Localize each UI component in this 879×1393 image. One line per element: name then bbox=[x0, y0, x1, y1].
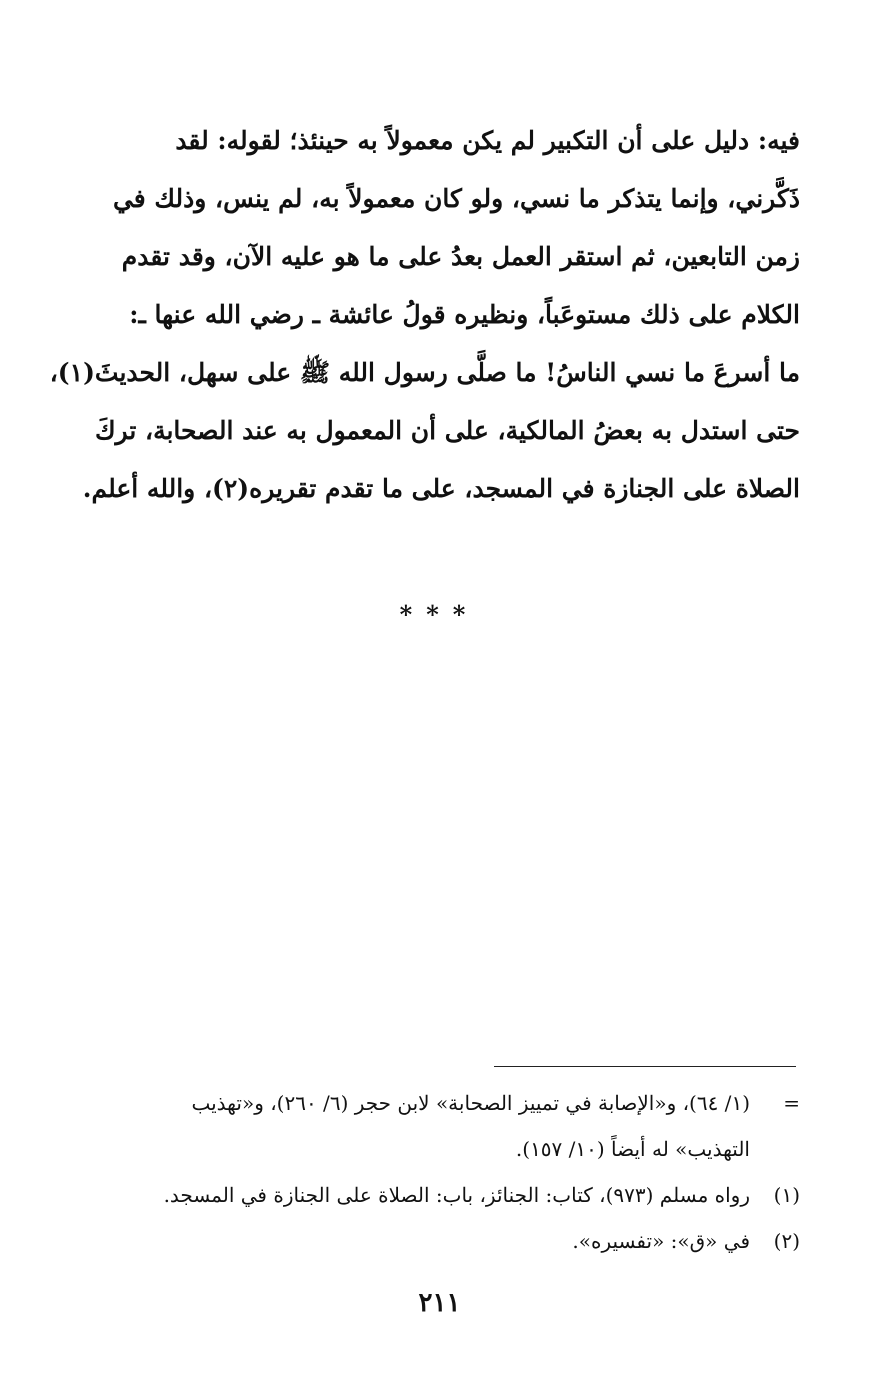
footnotes bbox=[88, 1080, 800, 1264]
footnote-mark: (١) bbox=[773, 1183, 800, 1207]
main-text-line: حتى استدل به بعضُ المالكية، على أن المعمول به عند الصحابة، تركَ bbox=[94, 416, 800, 445]
main-text-line: الصلاة على الجنازة في المسجد، على ما تقدم تقريره(٢)، والله أعلم. bbox=[82, 474, 800, 503]
footnote-mark: (٢) bbox=[773, 1229, 800, 1253]
main-text-block bbox=[49, 112, 800, 518]
footnote-text-line: التهذيب» له أيضاً (١٠/ ١٥٧). bbox=[515, 1137, 750, 1161]
footnote-mark: = bbox=[783, 1091, 800, 1115]
footnote-continuation bbox=[88, 1080, 800, 1172]
section-separator: *** bbox=[399, 600, 480, 629]
main-text-line: ذَكَّرني، وإنما يتذكر ما نسي، ولو كان معمولاً به، لم ينس، وذلك في bbox=[112, 184, 800, 213]
footnote-text-line: (١/ ٦٤)، و«الإصابة في تمييز الصحابة» لابن حجر (٦/ ٢٦٠)، و«تهذيب bbox=[191, 1091, 750, 1115]
main-text-line: ما أسرعَ ما نسي الناسُ! ما صلَّى رسول الله ﷺ على سهل، الحديثَ(١)، bbox=[49, 358, 800, 387]
main-text-line: الكلام على ذلك مستوعَباً، ونظيره قولُ عائشة ـ رضي الله عنها ـ: bbox=[129, 300, 800, 329]
main-text-line: زمن التابعين، ثم استقر العمل بعدُ على ما هو عليه الآن، وقد تقدم bbox=[121, 242, 800, 271]
footnote-2 bbox=[88, 1218, 800, 1264]
footnote-text-line: رواه مسلم (٩٧٣)، كتاب: الجنائز، باب: الصلاة على الجنازة في المسجد. bbox=[163, 1183, 750, 1207]
footnote-divider bbox=[494, 1066, 796, 1067]
main-text-line: فيه: دليل على أن التكبير لم يكن معمولاً به حينئذ؛ لقوله: لقد bbox=[175, 126, 800, 155]
page-number: ٢١١ bbox=[418, 1288, 461, 1318]
footnote-text-line: في «ق»: «تفسيره». bbox=[572, 1229, 750, 1253]
footnote-1 bbox=[88, 1172, 800, 1218]
